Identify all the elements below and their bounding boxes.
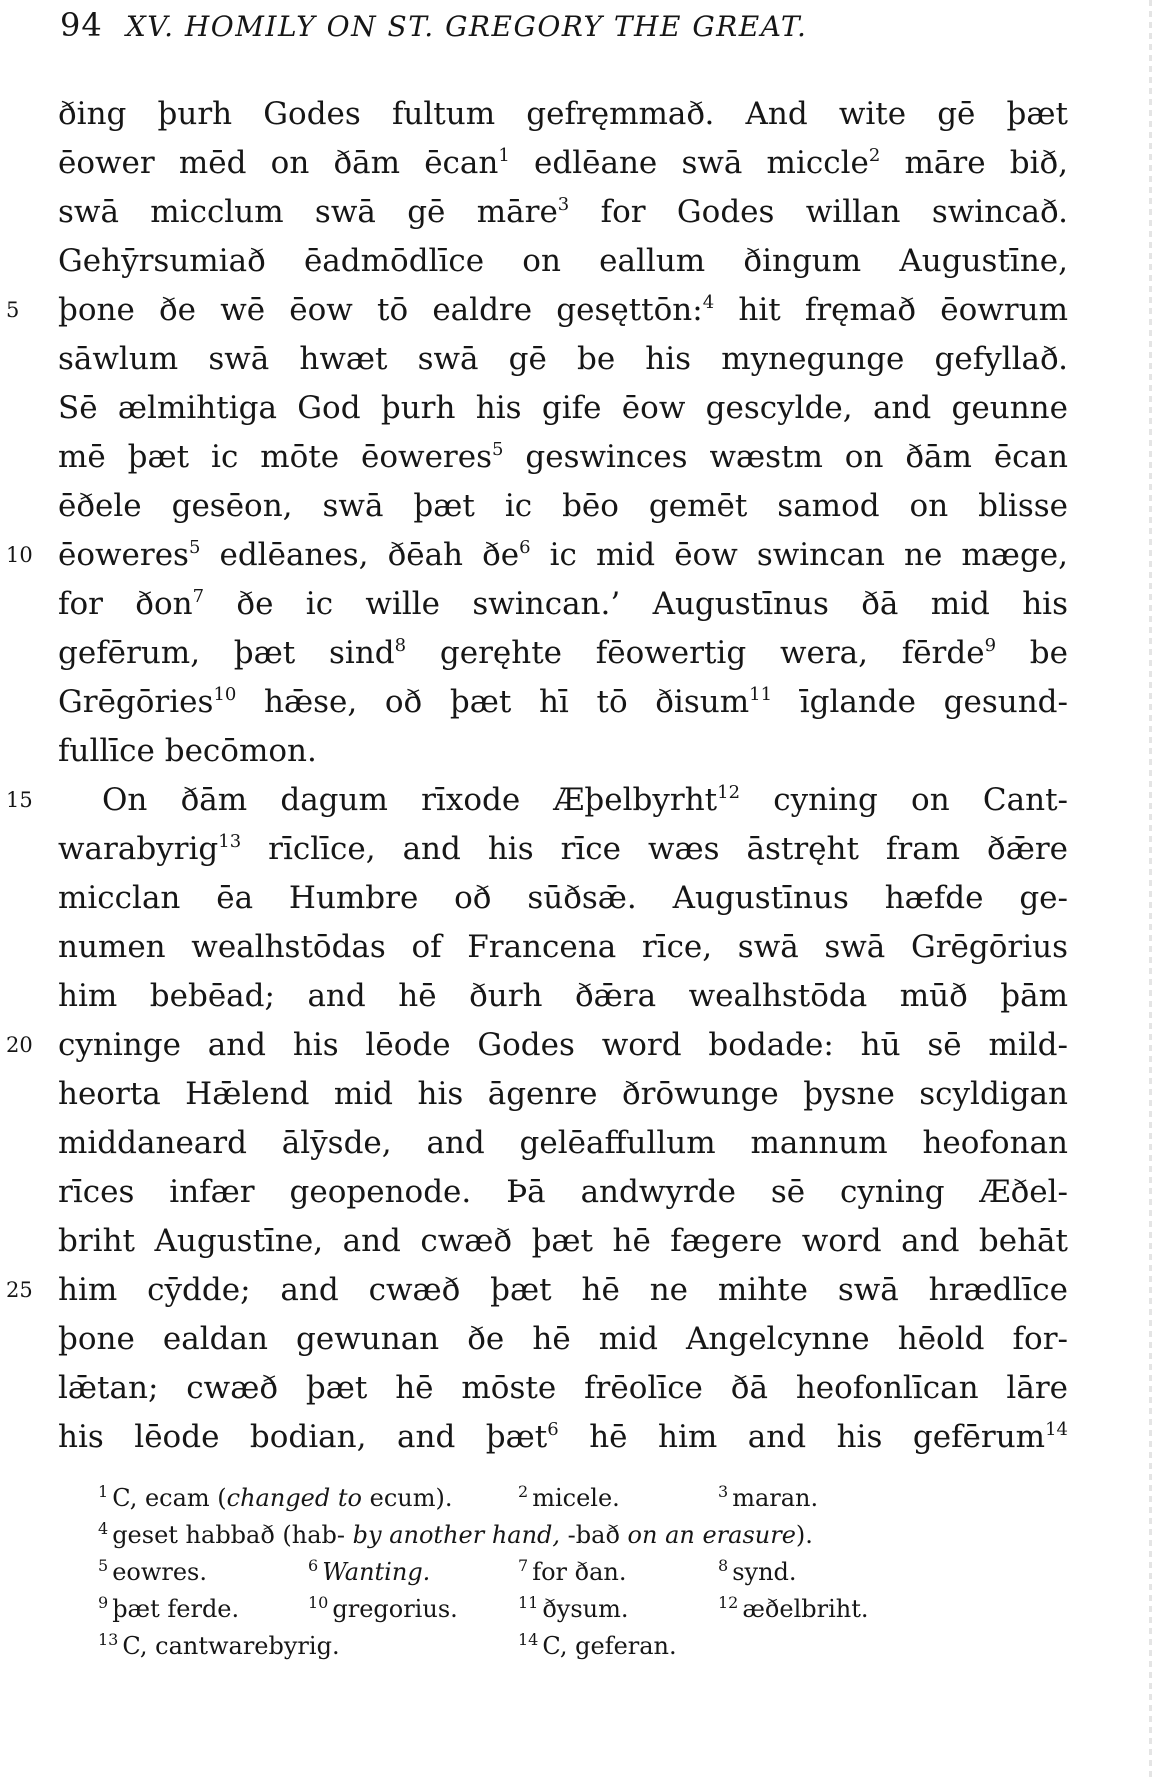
footnote-number: 1	[98, 1482, 109, 1501]
footnote-number: 7	[518, 1556, 529, 1575]
text-line	[58, 188, 1068, 237]
footnote-number: 6	[308, 1556, 319, 1575]
text-segment: edlēanes, ðēah ðe	[200, 537, 520, 573]
text-line	[58, 1119, 1068, 1168]
text-segment: for ðon	[58, 586, 193, 622]
text-segment: warabyrig	[58, 831, 219, 867]
footnote-number: 13	[98, 1630, 119, 1649]
text-line	[6, 776, 1068, 825]
footnote	[308, 1554, 430, 1591]
text-segment: sāwlum swā hwæt swā gē be his mynegunge gefyllað.	[58, 341, 1068, 377]
footnote-text: ðysum.	[542, 1595, 629, 1623]
footnote-text: C, ecam (	[112, 1484, 227, 1512]
text-segment: for Godes willan swincað.	[569, 194, 1068, 230]
text-segment: edlēane swā miccle	[509, 145, 869, 181]
text-line	[58, 580, 1068, 629]
footnote-text: ecum).	[361, 1484, 453, 1512]
scan-edge	[1149, 0, 1152, 1782]
footnote-number: 5	[98, 1556, 109, 1575]
text-line	[58, 1413, 1068, 1462]
footnote-text: ).	[795, 1521, 813, 1549]
text-segment: numen wealhstōdas of Francena rīce, swā swā Grēgōrius	[58, 929, 1068, 965]
text-segment: Gehȳrsumiað ēadmōdlīce on eallum ðingum Augustīne,	[58, 243, 1068, 279]
footnote-ref: 2	[868, 145, 881, 166]
text-line	[58, 923, 1068, 972]
text-line	[58, 1168, 1068, 1217]
text-line	[58, 482, 1068, 531]
text-segment: cyning on Cant-	[740, 782, 1068, 818]
text-line	[58, 1315, 1068, 1364]
line-number: 25	[6, 1278, 33, 1302]
footnote	[718, 1554, 797, 1591]
footnote-ref: 3	[557, 194, 570, 215]
text-line	[58, 1364, 1068, 1413]
text-segment: Sē ælmihtiga God þurh his gife ēow gescylde, and geunne	[58, 390, 1068, 426]
text-segment: him cȳdde; and cwæð þæt hē ne mihte swā hrædlīce	[58, 1272, 1068, 1308]
line-number: 15	[6, 788, 33, 812]
text-line	[58, 727, 1068, 776]
text-segment: fullīce becōmon.	[58, 733, 317, 769]
text-segment: rīclīce, and his rīce wæs āstręht fram ðǣre	[241, 831, 1068, 867]
footnote-ref: 10	[213, 684, 237, 705]
footnote	[518, 1591, 629, 1628]
footnote-text: micele.	[532, 1484, 620, 1512]
footnote-text: changed to	[226, 1484, 362, 1512]
footnote	[98, 1517, 813, 1554]
footnote-ref: 9	[984, 635, 997, 656]
text-segment: heorta Hǣlend mid his āgenre ðrōwunge þysne scyldigan	[58, 1076, 1068, 1112]
text-segment: ēðele gesēon, swā þæt ic bēo gemēt samod on blisse	[58, 488, 1068, 524]
footnote	[518, 1554, 626, 1591]
text-line	[58, 384, 1068, 433]
footnote-ref: 13	[218, 831, 242, 852]
main-text	[6, 90, 1069, 1462]
footnote-number: 10	[308, 1593, 329, 1612]
page-number: 94	[60, 6, 103, 44]
footnote	[518, 1628, 677, 1665]
text-segment: cyninge and his lēode Godes word bodade: hū sē mild-	[58, 1027, 1068, 1063]
text-line	[58, 433, 1068, 482]
text-line	[58, 629, 1068, 678]
text-segment: māre bið,	[880, 145, 1069, 181]
footnote-text: þæt ferde.	[112, 1595, 240, 1623]
text-line	[58, 972, 1068, 1021]
text-segment: ēower mēd on ðām ēcan	[58, 145, 499, 181]
footnote-ref: 6	[547, 1419, 559, 1440]
footnote	[718, 1591, 869, 1628]
footnote-text: C, cantwarebyrig.	[122, 1632, 340, 1660]
text-segment: his lēode bodian, and þæt	[58, 1419, 548, 1455]
footnote-row	[98, 1591, 1018, 1628]
text-segment: rīces infær geopenode. Þā andwyrde sē cyning Æðel-	[58, 1174, 1068, 1210]
text-segment: gefērum, þæt sind	[58, 635, 395, 671]
footnote-row	[98, 1517, 1018, 1554]
footnote-text: by another hand,	[352, 1521, 561, 1549]
text-segment: him bebēad; and hē ðurh ðǣra wealhstōda mūð þām	[58, 978, 1068, 1014]
text-line	[58, 237, 1068, 286]
text-segment: be	[996, 635, 1068, 671]
text-segment: geręhte fēowertig wera, fērde	[406, 635, 985, 671]
text-line	[6, 531, 1068, 580]
footnote-ref: 5	[492, 439, 504, 460]
text-segment: ic mid ēow swincan ne mæge,	[530, 537, 1068, 573]
footnote	[308, 1591, 458, 1628]
text-segment: lǣtan; cwæð þæt hē mōste frēolīce ðā heofonlīcan lāre	[58, 1370, 1068, 1406]
text-segment: micclan ēa Humbre oð sūðsǣ. Augustīnus hæfde ge-	[58, 880, 1068, 916]
text-segment: swā micclum swā gē māre	[58, 194, 558, 230]
text-line	[58, 678, 1068, 727]
text-segment: ðe ic wille swincan.’ Augustīnus ðā mid his	[204, 586, 1069, 622]
text-segment: middaneard ālȳsde, and gelēaffullum mannum heofonan	[58, 1125, 1068, 1161]
footnote-row	[98, 1554, 1018, 1591]
text-segment: On ðām dagum rīxode Æþelbyrht	[102, 782, 718, 818]
text-line	[58, 90, 1068, 139]
text-line	[58, 1217, 1068, 1266]
footnote	[98, 1591, 239, 1628]
footnote-row	[98, 1480, 1018, 1517]
text-segment: briht Augustīne, and cwæð þæt hē fægere word and behāt	[58, 1223, 1068, 1259]
text-segment: þone ealdan gewunan ðe hē mid Angelcynne hēold for-	[58, 1321, 1068, 1357]
text-segment: ðing þurh Godes fultum gefręmmað. And wite gē þæt	[58, 96, 1068, 132]
footnote-row	[98, 1628, 1018, 1665]
footnote	[518, 1480, 620, 1517]
text-segment: īglande gesund-	[772, 684, 1069, 720]
text-line	[6, 1021, 1068, 1070]
footnote-number: 4	[98, 1519, 109, 1538]
footnote-text: -bað	[560, 1521, 628, 1549]
running-head: XV. HOMILY ON ST. GREGORY THE GREAT.	[125, 10, 808, 43]
footnote	[718, 1480, 818, 1517]
footnote-ref: 7	[192, 586, 205, 607]
text-line	[58, 825, 1068, 874]
footnote-text: on an erasure	[627, 1521, 796, 1549]
text-segment: mē þæt ic mōte ēoweres	[58, 439, 492, 475]
text-segment: hǣse, oð þæt hī tō ðisum	[236, 684, 750, 720]
line-number: 20	[6, 1033, 33, 1057]
footnote-number: 12	[718, 1593, 739, 1612]
footnote-ref: 1	[498, 145, 510, 166]
footnote-ref: 12	[717, 782, 741, 803]
footnote-ref: 4	[702, 292, 715, 313]
footnote-number: 2	[518, 1482, 529, 1501]
footnote-number: 8	[718, 1556, 729, 1575]
footnote-ref: 8	[394, 635, 407, 656]
footnote-text: Wanting.	[322, 1558, 431, 1586]
text-segment: hit fręmað ēowrum	[714, 292, 1068, 328]
footnote-number: 9	[98, 1593, 109, 1612]
page-header	[60, 6, 807, 56]
line-number: 5	[6, 298, 20, 322]
footnote-number: 11	[518, 1593, 539, 1612]
text-segment: ēoweres	[58, 537, 189, 573]
text-line	[58, 1070, 1068, 1119]
line-number: 10	[6, 543, 33, 567]
text-segment: Grēgōries	[58, 684, 214, 720]
footnote-text: for ðan.	[532, 1558, 627, 1586]
text-line	[58, 139, 1068, 188]
footnote	[98, 1554, 207, 1591]
footnote-text: gregorius.	[332, 1595, 458, 1623]
footnote-text: synd.	[732, 1558, 797, 1586]
text-segment: geswinces wæstm on ðām ēcan	[503, 439, 1068, 475]
footnote-ref: 5	[188, 537, 201, 558]
footnote-text: geset habbað (hab-	[112, 1521, 353, 1549]
text-line	[6, 1266, 1068, 1315]
text-line	[6, 286, 1068, 335]
footnote	[98, 1480, 452, 1517]
text-line	[58, 335, 1068, 384]
footnotes	[98, 1480, 1018, 1665]
footnote-number: 14	[518, 1630, 539, 1649]
footnote-text: æðelbriht.	[742, 1595, 869, 1623]
footnote-text: eowres.	[112, 1558, 208, 1586]
footnote-text: maran.	[732, 1484, 819, 1512]
footnote	[98, 1628, 340, 1665]
footnote-ref: 11	[749, 684, 773, 705]
footnote-ref: 14	[1045, 1419, 1068, 1440]
text-segment: hē him and his gefērum	[558, 1419, 1046, 1455]
footnote-text: C, geferan.	[542, 1632, 677, 1660]
footnote-number: 3	[718, 1482, 729, 1501]
text-line	[58, 874, 1068, 923]
text-segment: þone ðe wē ēow tō ealdre gesęttōn:	[58, 292, 703, 328]
footnote-ref: 6	[519, 537, 531, 558]
